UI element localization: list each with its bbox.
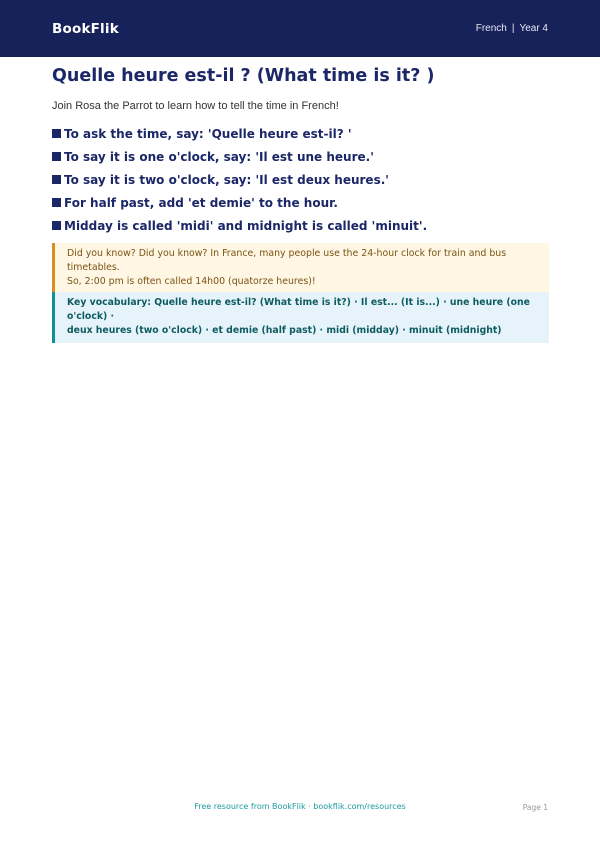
vocabulary-callout (52, 292, 549, 343)
square-bullet-icon (52, 175, 61, 184)
footer-link[interactable]: Free resource from BookFlik · bookflik.com/resources (194, 802, 406, 811)
list-item (52, 214, 552, 237)
meta-separator: | (511, 23, 515, 34)
square-bullet-icon (52, 152, 61, 161)
year-label: Year 4 (519, 23, 548, 34)
list-item-text: To ask the time, say: 'Quelle heure est-il? ' (64, 126, 352, 141)
list-item (52, 122, 552, 145)
list-item (52, 168, 552, 191)
list-item-text: To say it is two o'clock, say: 'Il est deux heures.' (64, 172, 389, 187)
list-item-text: Midday is called 'midi' and midnight is called 'minuit'. (64, 218, 428, 233)
page-title: Quelle heure est-il ? (What time is it? ) (52, 66, 435, 86)
list-item-text: For half past, add 'et demie' to the hour. (64, 195, 338, 210)
subject-label: French (475, 23, 507, 34)
square-bullet-icon (52, 221, 61, 230)
page-header (0, 0, 600, 57)
list-item (52, 191, 552, 214)
page-number: Page 1 (522, 803, 548, 812)
brand-logo[interactable]: BookFlik (52, 20, 119, 37)
vocab-line: Key vocabulary: Quelle heure est-il? (What time is it?) · Il est... (It is...) · une heure (one o'clock) · (67, 297, 530, 322)
intro-text: Join Rosa the Parrot to learn how to tell the time in French! (52, 100, 339, 112)
list-item (52, 145, 552, 168)
square-bullet-icon (52, 198, 61, 207)
did-you-know-callout (52, 243, 549, 292)
header-meta (476, 23, 548, 34)
callout-line: Did you know? Did you know? In France, many people use the 24-hour clock for train and bus timetables. (67, 248, 507, 273)
key-points-list (52, 122, 552, 237)
square-bullet-icon (52, 129, 61, 138)
vocab-line: deux heures (two o'clock) · et demie (half past) · midi (midday) · minuit (midnight) (67, 325, 502, 336)
list-item-text: To say it is one o'clock, say: 'Il est une heure.' (64, 149, 374, 164)
callout-line: So, 2:00 pm is often called 14h00 (quatorze heures)! (67, 276, 316, 287)
